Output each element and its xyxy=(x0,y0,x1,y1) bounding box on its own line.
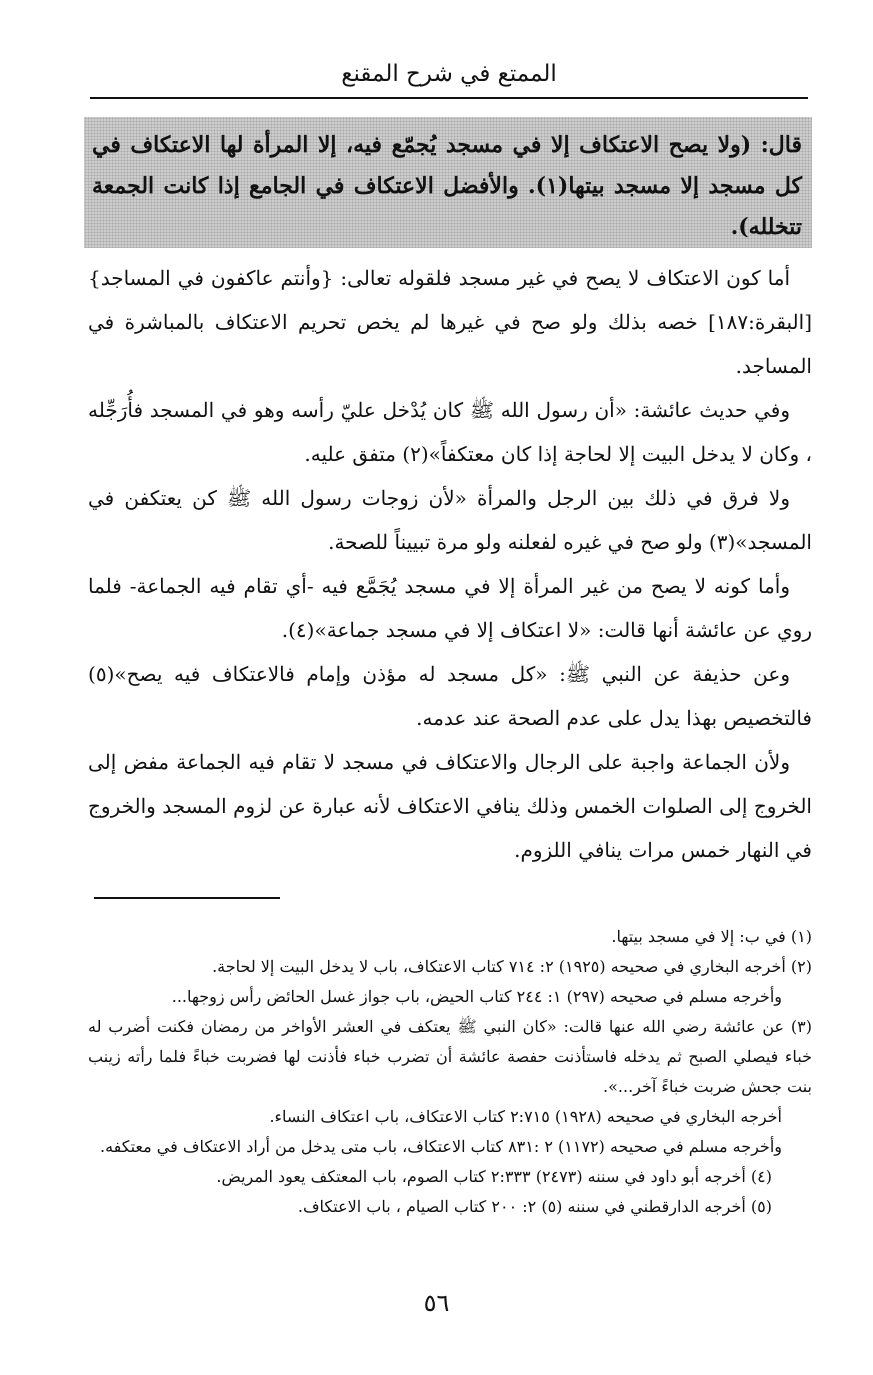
commentary-body xyxy=(88,256,812,872)
footnote-3-continuation-a: أخرجه البخاري في صحيحه (١٩٢٨) ٢:٧١٥ كتاب الاعتكاف، باب اعتكاف النساء. xyxy=(269,1107,782,1126)
page-number: ٥٦ xyxy=(423,1289,450,1317)
footnote-divider xyxy=(94,897,280,899)
footnote-4: (٤) أخرجه أبو داود في سننه (٢٤٧٣) ٢:٣٣٣ كتاب الصوم، باب المعتكف يعود المريض. xyxy=(216,1167,772,1186)
commentary-paragraph-2: وفي حديث عائشة: «أن رسول الله ﷺ كان يُدْخل عليّ رأسه وهو في المسجد فأُرَجِّله ، وكان لا يدخل البيت إلا لحاجة إذا كان معتكفاً»(٢) متفق عليه. xyxy=(88,398,812,466)
footnote-3: (٣) عن عائشة رضي الله عنها قالت: «كان النبي ﷺ يعتكف في العشر الأواخر من رمضان فكنت أضرب له خباء فيصلي الصبح ثم يدخله فاستأذنت حفصة عائشة أن تضرب خباء فأذنت لها فضربت خباءً فلما رأته زينب بنت جحش ضربت خباءً آخر...». xyxy=(88,1017,813,1096)
footnote-1: (١) في ب: إلا في مسجد بيتها. xyxy=(611,927,812,946)
commentary-paragraph-6: ولأن الجماعة واجبة على الرجال والاعتكاف في مسجد لا تقام فيه الجماعة مفض إلى الخروج إلى الصلوات الخمس وذلك ينافي الاعتكاف لأنه عبارة عن لزوم المسجد والخروج في النهار خمس مرات ينافي اللزوم. xyxy=(88,750,812,862)
matn-quote-box: قال: (ولا يصح الاعتكاف إلا في مسجد يُجمّع فيه، إلا المرأة لها الاعتكاف في كل مسجد إلا مسجد بيتها(١). والأفضل الاعتكاف في الجامع إذا كانت الجمعة تتخلله). xyxy=(84,117,812,248)
footnote-2: (٢) أخرجه البخاري في صحيحه (١٩٢٥) ٢: ٧١٤ كتاب الاعتكاف، باب لا يدخل البيت إلا لحاجة. xyxy=(212,957,812,976)
footnote-5: (٥) أخرجه الدارقطني في سننه (٥) ٢: ٢٠٠ كتاب الصيام ، باب الاعتكاف. xyxy=(297,1197,772,1216)
commentary-paragraph-1: أما كون الاعتكاف لا يصح في غير مسجد فلقوله تعالى: {وأنتم عاكفون في المساجد} [البقرة:١٨٧] خصه بذلك ولو صح في غيرها لم يخص تحريم الاعتكاف بالمباشرة في المساجد. xyxy=(88,266,812,378)
footnote-3-continuation-b: وأخرجه مسلم في صحيحه (١١٧٢) ٢ :٨٣١ كتاب الاعتكاف، باب متى يدخل من أراد الاعتكاف في معتكفه. xyxy=(100,1137,782,1156)
header-divider xyxy=(90,97,808,99)
commentary-paragraph-4: وأما كونه لا يصح من غير المرأة إلا في مسجد يُجَمَّع فيه -أي تقام فيه الجماعة- فلما روي عن عائشة أنها قالت: «لا اعتكاف إلا في مسجد جماعة»(٤). xyxy=(88,574,812,642)
footnotes xyxy=(88,922,812,1222)
commentary-paragraph-5: وعن حذيفة عن النبي ﷺ: «كل مسجد له مؤذن وإمام فالاعتكاف فيه يصح»(٥) فالتخصيص بهذا يدل على عدم الصحة عند عدمه. xyxy=(88,662,812,730)
running-header-title: الممتع في شرح المقنع xyxy=(341,61,557,87)
commentary-paragraph-3: ولا فرق في ذلك بين الرجل والمرأة «لأن زوجات رسول الله ﷺ كن يعتكفن في المسجد»(٣) ولو صح في غيره لفعلنه ولو مرة تبييناً للصحة. xyxy=(88,486,812,554)
footnote-2-continuation: وأخرجه مسلم في صحيحه (٢٩٧) ١: ٢٤٤ كتاب الحيض، باب جواز غسل الحائض رأس زوجها... xyxy=(171,987,782,1006)
